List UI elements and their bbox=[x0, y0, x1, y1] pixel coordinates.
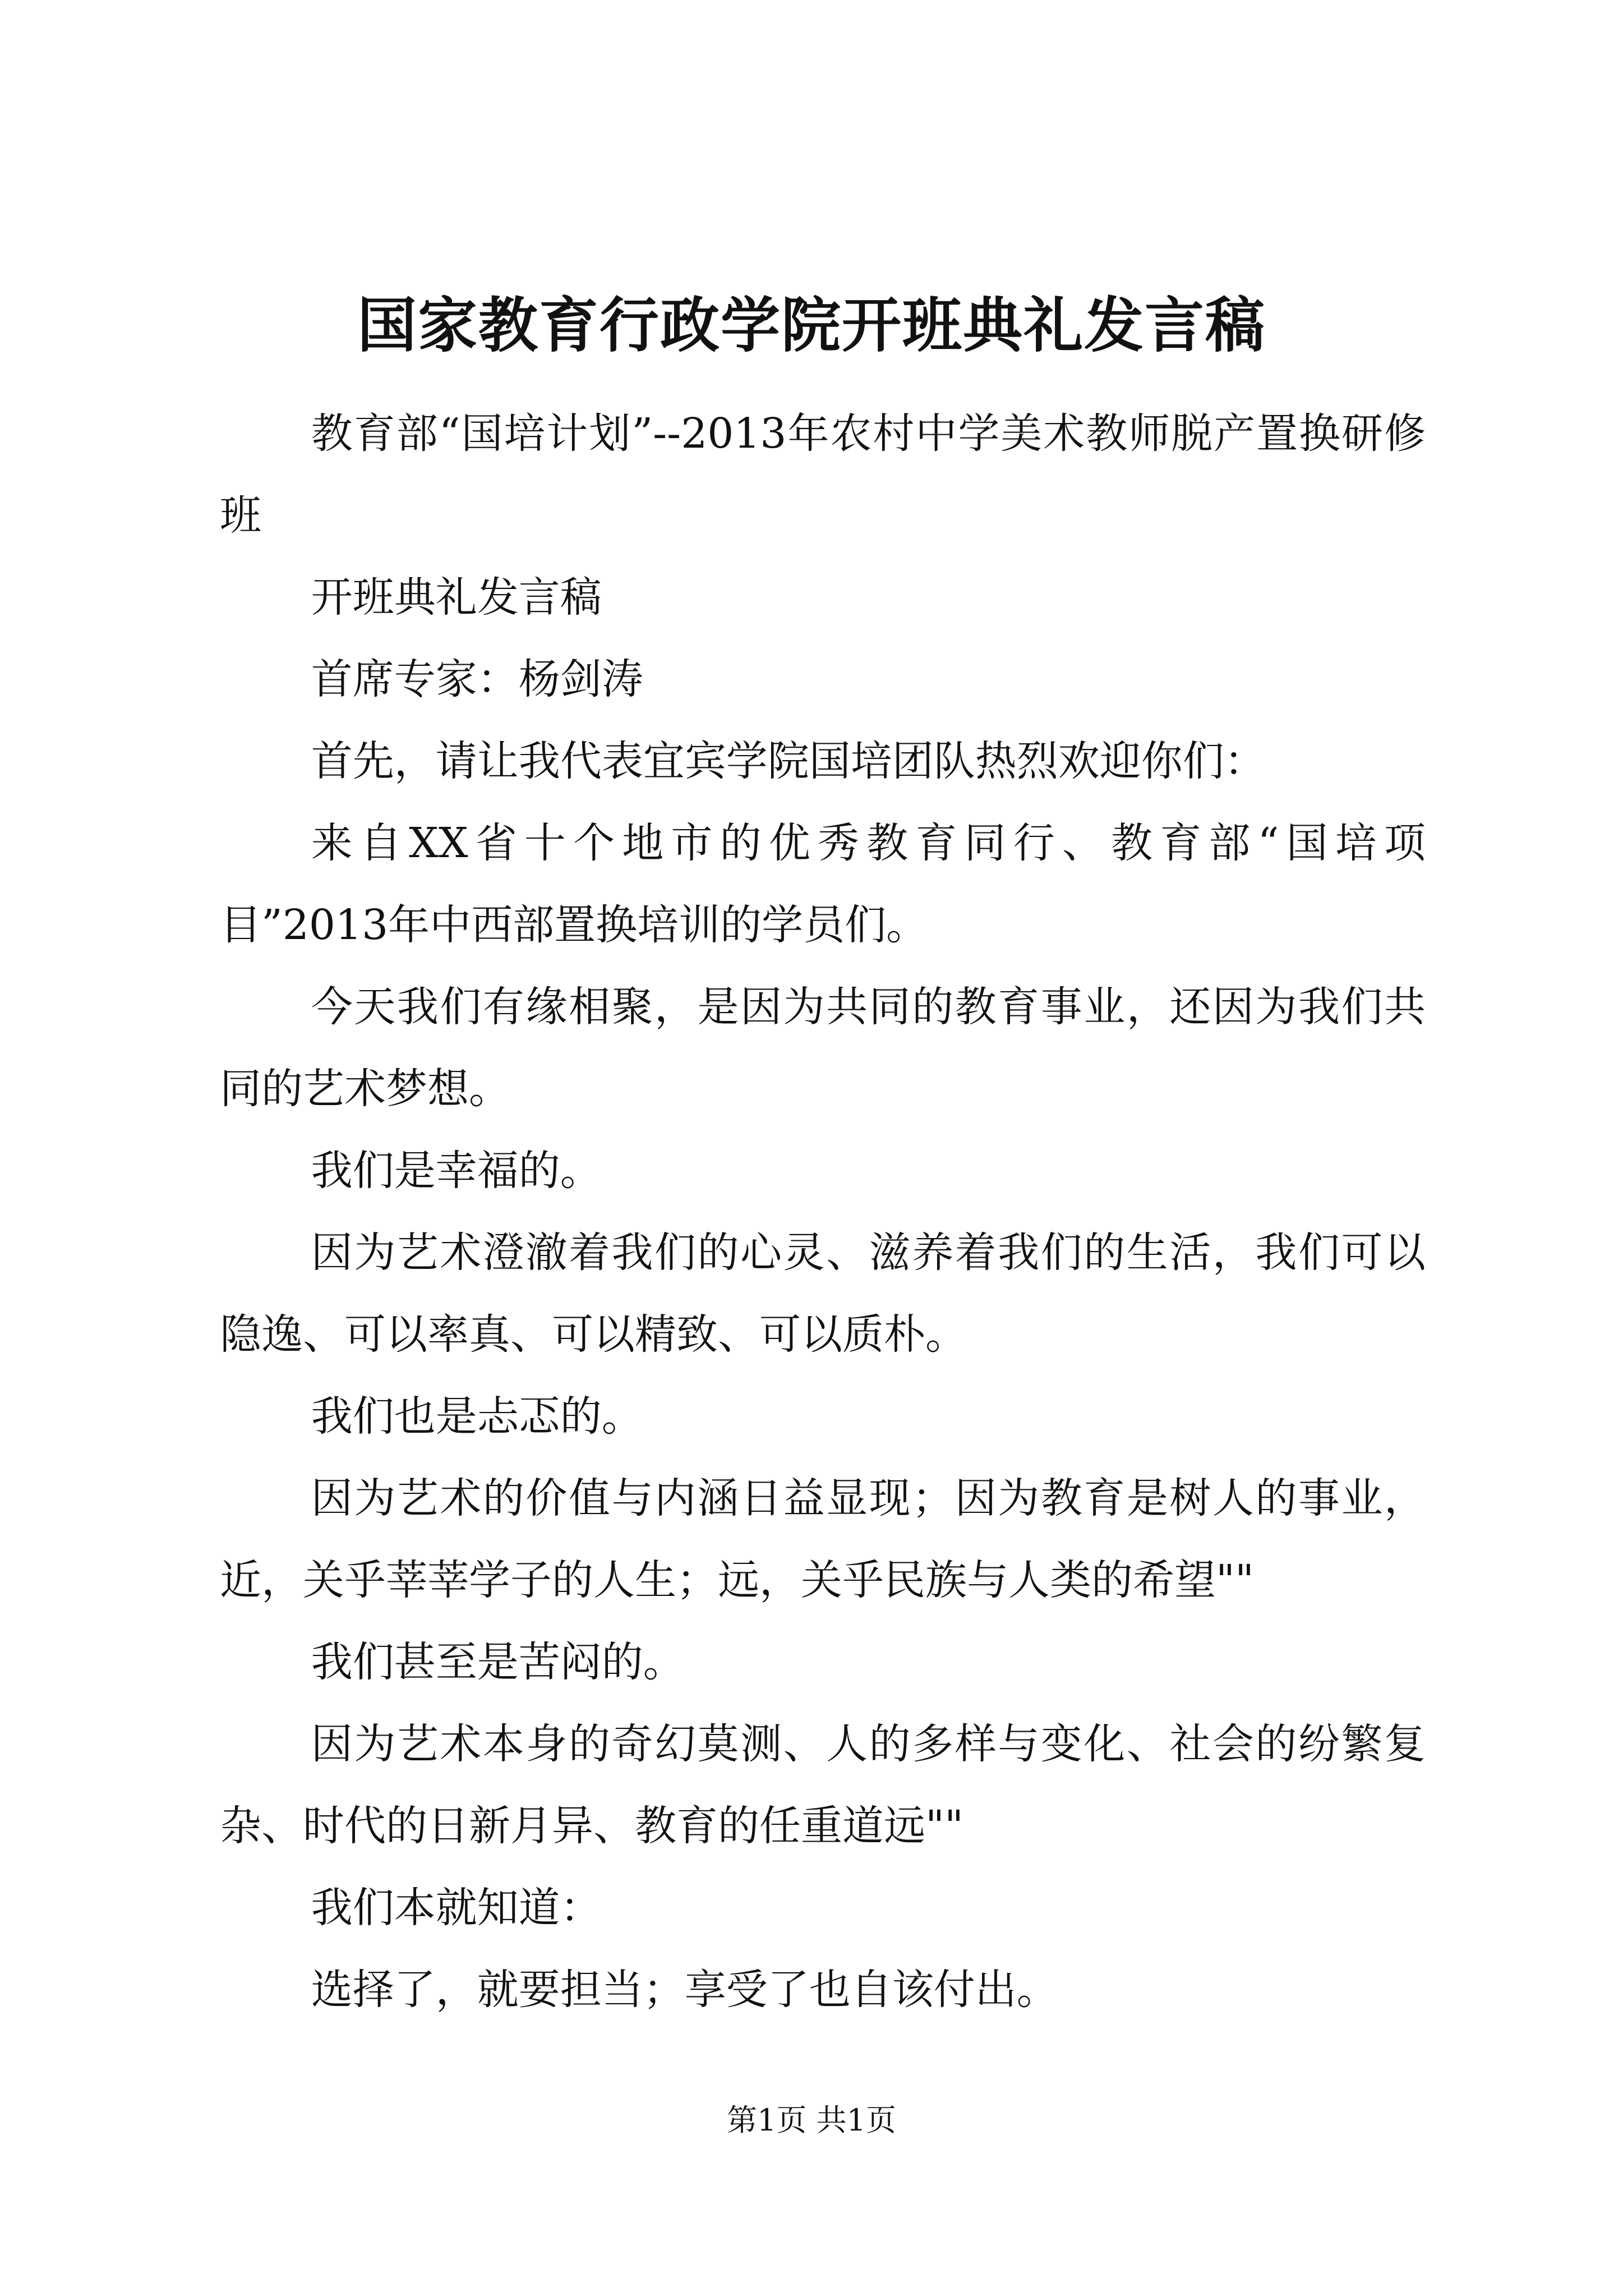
paragraph: 教育部“国培计划”--2013年农村中学美术教师脱产置换研修班 bbox=[220, 409, 1426, 540]
paragraph: 因为艺术本身的奇幻莫测、人的多样与变化、社会的纷繁复杂、时代的日新月异、教育的任重道远"" bbox=[220, 1720, 1426, 1850]
paragraph: 我们甚至是苦闷的。 bbox=[311, 1638, 685, 1686]
paragraph: 我们是幸福的。 bbox=[311, 1147, 602, 1195]
paragraph: 我们本就知道： bbox=[311, 1884, 602, 1932]
document-body bbox=[220, 393, 1426, 2031]
paragraph: 首席专家：杨剑涛 bbox=[311, 655, 643, 703]
paragraph: 因为艺术的价值与内涵日益显现；因为教育是树人的事业，近，关乎莘莘学子的人生；远，关乎民族与人类的希望"" bbox=[220, 1474, 1426, 1604]
paragraph: 选择了，就要担当；享受了也自该付出。 bbox=[311, 1966, 1058, 2014]
page-footer: 第1页 共1页 bbox=[727, 2102, 896, 2138]
paragraph: 今天我们有缘相聚，是因为共同的教育事业，还因为我们共同的艺术梦想。 bbox=[220, 983, 1426, 1113]
paragraph: 开班典礼发言稿 bbox=[311, 573, 602, 622]
paragraph: 首先，请让我代表宜宾学院国培团队热烈欢迎你们： bbox=[311, 737, 1266, 785]
paragraph: 因为艺术澄澈着我们的心灵、滋养着我们的生活，我们可以隐逸、可以率真、可以精致、可以质朴。 bbox=[220, 1228, 1426, 1359]
paragraph: 来自XX省十个地市的优秀教育同行、教育部“国培项目”2013年中西部置换培训的学员们。 bbox=[220, 819, 1426, 949]
document-title: 国家教育行政学院开班典礼发言稿 bbox=[357, 290, 1266, 360]
paragraph: 我们也是忐忑的。 bbox=[311, 1392, 643, 1441]
